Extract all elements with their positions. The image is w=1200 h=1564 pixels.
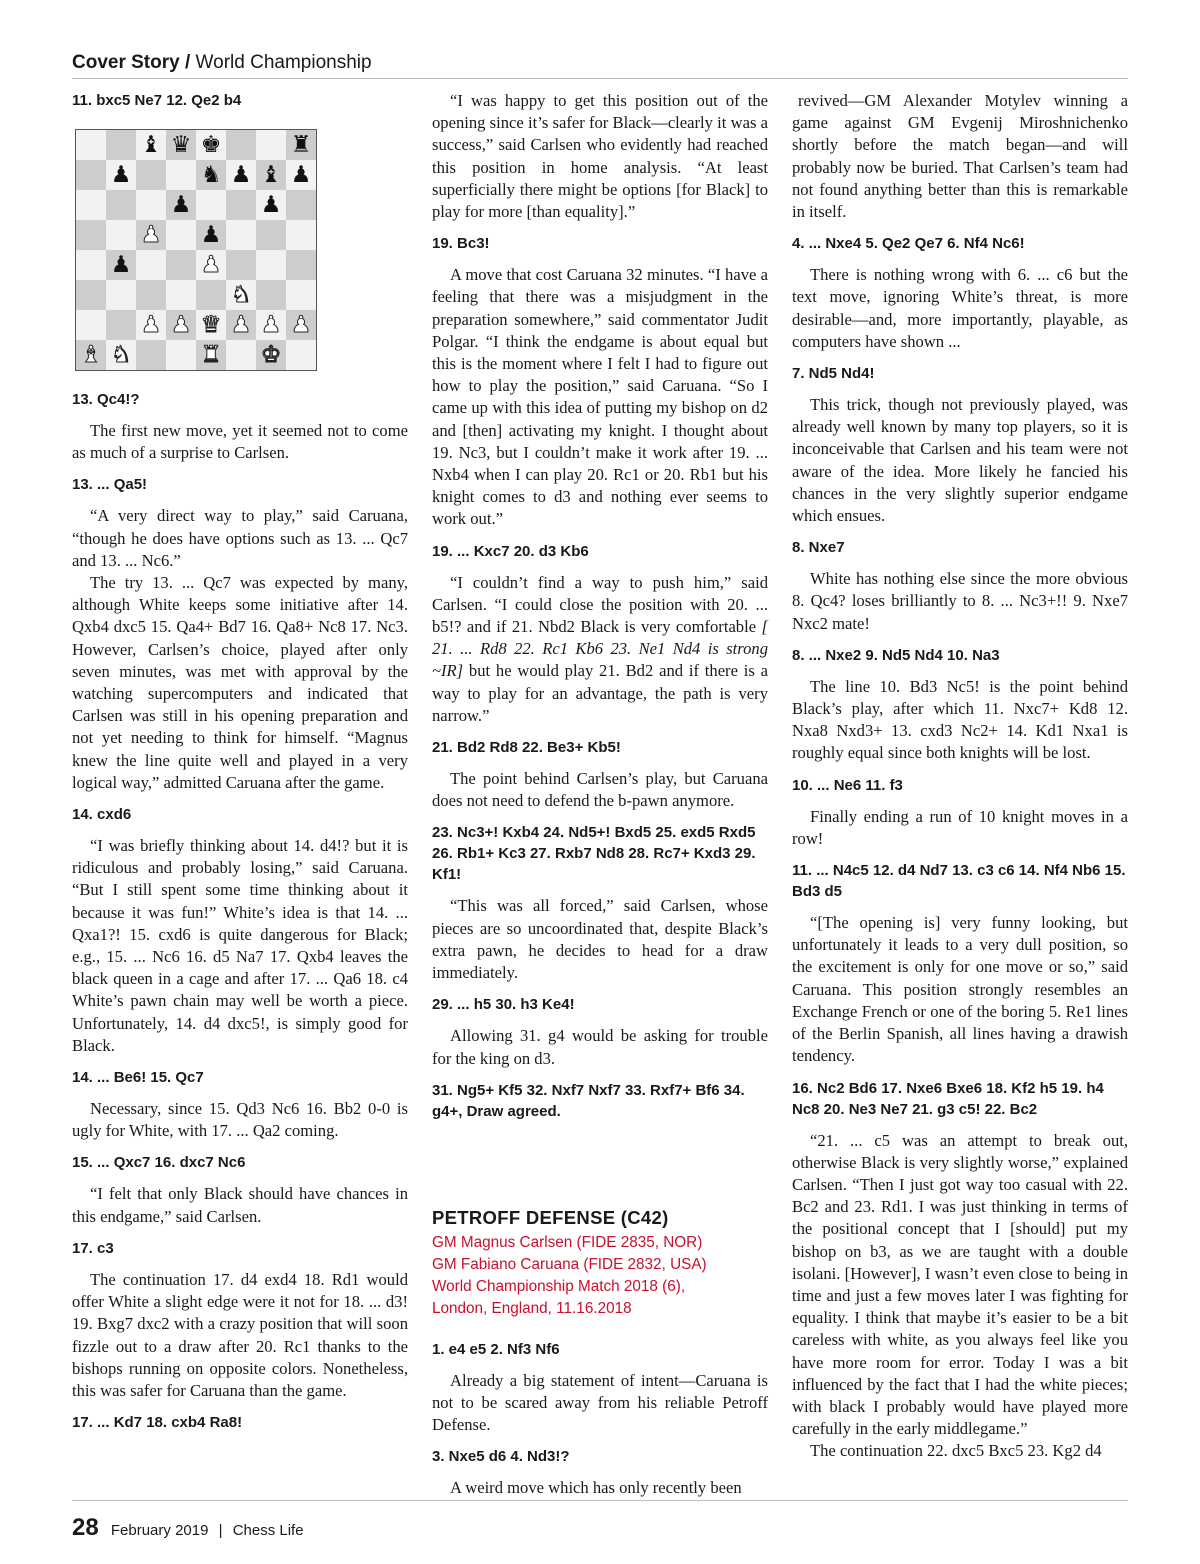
commentary-paragraph: The first new move, yet it seemed not to come as much of a surprise to Carlsen. — [72, 421, 408, 463]
move-line: 19. Bc3! — [432, 235, 490, 253]
board-square — [106, 250, 136, 280]
board-square — [166, 340, 196, 370]
board-square — [76, 220, 106, 250]
board-square — [196, 250, 226, 280]
white-pawn-icon: ♟ — [200, 252, 222, 278]
quote-text: “I couldn’t find a way to push him,” said Carlsen. “I could close the position with 20. ... b5!? and if 21. Nbd2 Black is very comfortable — [432, 572, 768, 637]
move-line: 13. ... Qa5! — [72, 476, 148, 494]
subsection-title: World Championship — [195, 52, 372, 73]
board-square — [136, 160, 166, 190]
board-square — [76, 190, 106, 220]
board-square — [286, 220, 316, 250]
board-square — [256, 130, 286, 160]
board-square — [196, 160, 226, 190]
white-king-icon: ♚ — [260, 342, 282, 368]
move-line: 21. Bd2 Rd8 22. Be3+ Kb5! — [432, 739, 621, 757]
black-rook-icon: ♜ — [290, 132, 312, 158]
board-square — [136, 220, 166, 250]
board-square — [226, 190, 256, 220]
board-square — [196, 340, 226, 370]
move-line: 13. Qc4!? — [72, 391, 140, 408]
board-square — [286, 190, 316, 220]
board-square — [286, 250, 316, 280]
board-square — [76, 160, 106, 190]
column-2 — [432, 90, 768, 1509]
move-line: 31. Ng5+ Kf5 32. Nxf7 Nxf7 33. Rxf7+ Bf6 34. g4+, Draw agreed. — [432, 1081, 745, 1120]
board-square — [166, 190, 196, 220]
move-line: 4. ... Nxe4 5. Qe2 Qe7 6. Nf4 Nc6! — [792, 235, 1025, 253]
move-line: 11. ... N4c5 12. d4 Nd7 13. c3 c6 14. Nf4 Nb6 15. Bd3 d5 — [792, 862, 1126, 901]
board-square — [286, 160, 316, 190]
board-square — [196, 280, 226, 310]
board-square — [226, 280, 256, 310]
issue-date: February 2019 — [110, 1522, 209, 1539]
board-square — [76, 130, 106, 160]
white-player: GM Magnus Carlsen (FIDE 2835, NOR) — [432, 1233, 703, 1251]
commentary-paragraph: The point behind Carlsen’s play, but Caruana does not need to defend the b-pawn anymore. — [432, 769, 768, 811]
black-pawn-icon: ♟ — [230, 162, 252, 188]
commentary-paragraph: “21. ... c5 was an attempt to break out, otherwise Black is very slightly worse,” explained Carlsen. “Then I just got way too casual with 22. Bc2 and 23. Rd1. I was just thinking in terms of the positional concept that I [should] put my bishop on b3, as we are taught with a double isolani. [However], I wasn’t even close to being in time and just a few moves later I was fighting for equality. I think that maybe it’s easier to be a bit careless with white, as you always feel like you have more room for error. Today I was a bit influenced by the fact that I had the white pieces; with black I probably would have played more carefully in the early middlegame.” — [792, 1130, 1128, 1439]
commentary-paragraph: A move that cost Caruana 32 minutes. “I have a feeling that there was a misjudgment in the preparation somewhere,” said commentator Judit Polgar. “I think the endgame is about equal but this is the moment where I felt I had to figure out how to play the position,” said Caruana. “So I came up with this idea of putting my bishop on d2 and [then] activating my knight. I thought about 19. Nc3, but I couldn’t make it work after 19. ... Nxb4 when I can play 20. Rc1 or 20. Rb1 but his knight comes to d3 and nothing ever seems to work out.” — [432, 265, 768, 529]
board-square — [106, 280, 136, 310]
commentary-paragraph: “I was happy to get this position out of the opening since it’s safer for Black—clearly it was a success,” said Carlsen who evidently had reached this position in home analysis. “At least superficially there might be options [for Black] to play for more [than equality].” — [432, 91, 768, 222]
commentary-paragraph: Finally ending a run of 10 knight moves in a row! — [792, 806, 1128, 848]
move-line: 1. e4 e5 2. Nf3 Nf6 — [432, 1340, 560, 1358]
black-queen-icon: ♛ — [170, 132, 192, 158]
event-place-date: London, England, 11.16.2018 — [432, 1300, 632, 1318]
move-line: 3. Nxe5 d6 4. Nd3!? — [432, 1448, 570, 1466]
board-square — [166, 280, 196, 310]
white-pawn-icon: ♟ — [260, 312, 282, 338]
move-line: 14. cxd6 — [72, 806, 132, 824]
black-pawn-icon: ♟ — [200, 222, 222, 248]
board-square — [136, 340, 166, 370]
move-line: 11. bxc5 Ne7 12. Qe2 b4 — [72, 92, 242, 109]
board-square — [226, 310, 256, 340]
board-square — [166, 220, 196, 250]
page-number: 28 — [72, 1514, 99, 1541]
white-pawn-icon: ♟ — [290, 312, 312, 338]
page-footer — [72, 1500, 1128, 1544]
board-square — [76, 340, 106, 370]
move-line: 17. c3 — [72, 1239, 114, 1257]
board-square — [286, 280, 316, 310]
board-square — [286, 130, 316, 160]
chess-diagram — [75, 129, 317, 371]
commentary-paragraph: “[The opening is] very funny looking, but unfortunately it leads to a very dull position, so the excitement is only for one move or so,” said Caruana. This position strongly resembles an Exchange French or one of the boring 5. Re1 lines of the Berlin Spanish, all lines having a drawish tendency. — [792, 913, 1128, 1066]
black-pawn-icon: ♟ — [110, 162, 132, 188]
white-pawn-icon: ♟ — [170, 312, 192, 338]
commentary-paragraph: The continuation 22. dxc5 Bxc5 23. Kg2 d4 — [810, 1441, 1102, 1461]
footer-separator: | — [218, 1522, 223, 1539]
board-square — [286, 340, 316, 370]
commentary-paragraph: There is nothing wrong with 6. ... c6 but the text move, ignoring White’s threat, is more desirable—and, more importantly, playable, as computers have shown ... — [792, 265, 1128, 351]
white-pawn-icon: ♟ — [230, 312, 252, 338]
game-header — [432, 1206, 768, 1321]
commentary-paragraph: A weird move which has only recently been — [450, 1478, 742, 1498]
board-square — [196, 220, 226, 250]
commentary-paragraph: Already a big statement of intent—Caruana is not to be scared away from his reliable Petroff Defense. — [432, 1370, 768, 1434]
black-bishop-icon: ♝ — [260, 162, 282, 188]
board-square — [106, 190, 136, 220]
board-square — [196, 130, 226, 160]
commentary-paragraph: revived—GM Alexander Motylev winning a game against GM Evgenij Miroshnichenko shortly before the match began—and will probably now be buried. That Carlsen’s team had not found anything better than this is remarkable in itself. — [792, 91, 1128, 222]
board-square — [256, 190, 286, 220]
commentary-paragraph: “I was briefly thinking about 14. d4!? but it is ridiculous and probably losing,” said Caruana. “But I still spent some time thinking about it because it was fun!” White’s idea is that 14. ... Qxa1?! 15. cxd6 is quite dangerous for Black; e.g., 15. ... Nc6 16. d5 Na7 17. Qxb4 leaves the black queen in a cage and after 17. ... Qa6 18. c4 White’s pawn chain may well be worth a piece. Unfortunately, 14. d4 dxc5!, is simply good for Black. — [72, 836, 408, 1055]
white-rook-icon: ♜ — [200, 342, 222, 368]
black-king-icon: ♚ — [200, 132, 222, 158]
column-3 — [792, 90, 1128, 1473]
white-queen-icon: ♛ — [200, 312, 222, 338]
board-square — [226, 160, 256, 190]
commentary-paragraph — [432, 572, 768, 727]
white-pawn-icon: ♟ — [140, 312, 162, 338]
move-line: 19. ... Kxc7 20. d3 Kb6 — [432, 542, 589, 560]
commentary-paragraph: Necessary, since 15. Qd3 Nc6 16. Bb2 0-0 is ugly for White, with 17. ... Qa2 coming. — [72, 1099, 408, 1141]
board-square — [256, 340, 286, 370]
board-square — [226, 250, 256, 280]
board-square — [256, 160, 286, 190]
move-line: 16. Nc2 Bd6 17. Nxe6 Bxe6 18. Kf2 h5 19. h4 Nc8 20. Ne3 Ne7 21. g3 c5! 22. Bc2 — [792, 1079, 1104, 1118]
move-line: 14. ... Be6! 15. Qc7 — [72, 1069, 204, 1087]
black-bishop-icon: ♝ — [140, 132, 162, 158]
black-pawn-icon: ♟ — [290, 162, 312, 188]
move-line: 8. Nxe7 — [792, 539, 845, 557]
board-square — [136, 280, 166, 310]
board-square — [76, 280, 106, 310]
board-square — [256, 220, 286, 250]
commentary-paragraph: White has nothing else since the more obvious 8. Qc4? loses brilliantly to 8. ... Nc3+!! 9. Nxe7 Nxc2 mate! — [792, 569, 1128, 633]
move-line: 10. ... Ne6 11. f3 — [792, 776, 903, 794]
commentary-paragraph: Allowing 31. g4 would be asking for trouble for the king on d3. — [432, 1026, 768, 1068]
commentary-paragraph: “I felt that only Black should have chances in this endgame,” said Carlsen. — [72, 1184, 408, 1226]
board-square — [226, 220, 256, 250]
move-line: 15. ... Qxc7 16. dxc7 Nc6 — [72, 1154, 246, 1172]
board-square — [226, 340, 256, 370]
board-square — [106, 340, 136, 370]
board-square — [136, 130, 166, 160]
page-header — [72, 50, 1128, 79]
magazine-name: Chess Life — [232, 1522, 304, 1539]
board-square — [106, 220, 136, 250]
white-pawn-icon: ♟ — [140, 222, 162, 248]
board-square — [136, 250, 166, 280]
black-player: GM Fabiano Caruana (FIDE 2832, USA) — [432, 1255, 707, 1273]
commentary-paragraph: This trick, though not previously played, was already well known by many top players, so it is inconceivable that Carlsen and his team were not aware of the idea. More likely he fancied his chances in the very slightly superior endgame which ensues. — [792, 395, 1128, 526]
board-square — [166, 310, 196, 340]
board-square — [196, 310, 226, 340]
commentary-paragraph: The continuation 17. d4 exd4 18. Rd1 would offer White a slight edge were it not for 18. ... d3! 19. Bxg7 dxc2 with a crazy position that will soon fizzle out to a draw after 20. Rc1 thanks to the bishops running on opposite colors. Nonetheless, this was safer for Caruana than the game. — [72, 1269, 408, 1400]
column-1 — [72, 90, 408, 1443]
board-square — [256, 280, 286, 310]
editor-note: [ 21. ... Rd8 22. Rc1 Kb6 23. Ne1 Nd4 is strong ~IR] — [432, 617, 768, 681]
board-square — [286, 310, 316, 340]
board-square — [166, 130, 196, 160]
event-name: World Championship Match 2018 (6), — [432, 1278, 686, 1296]
board-square — [166, 160, 196, 190]
board-square — [256, 310, 286, 340]
move-line: 29. ... h5 30. h3 Ke4! — [432, 996, 575, 1014]
board-square — [166, 250, 196, 280]
board-square — [136, 310, 166, 340]
board-square — [76, 310, 106, 340]
board-square — [226, 130, 256, 160]
commentary-paragraph: The line 10. Bd3 Nc5! is the point behind Black’s play, after which 11. Nxc7+ Kd8 12. Nxa8 Nxd3+ 13. cxd3 Nc2+ 14. Kd1 Nxa1 is roughly equal since both knights will be lost. — [792, 676, 1128, 763]
black-pawn-icon: ♟ — [110, 252, 132, 278]
board-square — [106, 310, 136, 340]
black-pawn-icon: ♟ — [260, 192, 282, 218]
white-bishop-icon: ♝ — [80, 342, 102, 368]
commentary-paragraph: “A very direct way to play,” said Caruana, “though he does have options such as 13. ... Qc7 and 13. ... Nc6.” — [72, 506, 408, 570]
move-line: 17. ... Kd7 18. cxb4 Ra8! — [72, 1414, 243, 1432]
move-line: 8. ... Nxe2 9. Nd5 Nd4 10. Na3 — [792, 646, 1000, 664]
move-line: 7. Nd5 Nd4! — [792, 365, 875, 383]
move-line: 23. Nc3+! Kxb4 24. Nd5+! Bxd5 25. exd5 Rxd5 26. Rb1+ Kc3 27. Rxb7 Nd8 28. Rc7+ Kxd3 29. Kf1! — [432, 824, 756, 884]
board-square — [106, 160, 136, 190]
commentary-paragraph: The try 13. ... Qc7 was expected by many, although White keeps some initiative after 14. Qxb4 dxc5 15. Qa4+ Bd7 16. Qa8+ Nc8 17. Nc3. However, Carlsen’s choice, played after only seven minutes, was met with approval by the watching supercomputers and indicated that Carlsen was still in his opening preparation and not yet needing to think for himself. “Magnus knew the line quite well and played in a very logical way,” admitted Caruana after the game. — [72, 573, 408, 792]
board-square — [136, 190, 166, 220]
board-square — [106, 130, 136, 160]
section-title: Cover Story / — [72, 52, 191, 73]
board-square — [76, 250, 106, 280]
board-square — [196, 190, 226, 220]
white-knight-icon: ♞ — [110, 342, 132, 368]
black-pawn-icon: ♟ — [170, 192, 192, 218]
opening-title: PETROFF DEFENSE (C42) — [432, 1206, 669, 1228]
white-knight-icon: ♞ — [230, 282, 252, 308]
board-square — [256, 250, 286, 280]
commentary-paragraph: “This was all forced,” said Carlsen, whose pieces are so uncoordinated that, despite Black’s extra pawn, he decides to head for a draw immediately. — [432, 896, 768, 983]
black-knight-icon: ♞ — [200, 162, 222, 188]
quote-text: but he would play 21. Bd2 and if there is a way to play for an advantage, the path is very narrow.” — [432, 661, 768, 725]
